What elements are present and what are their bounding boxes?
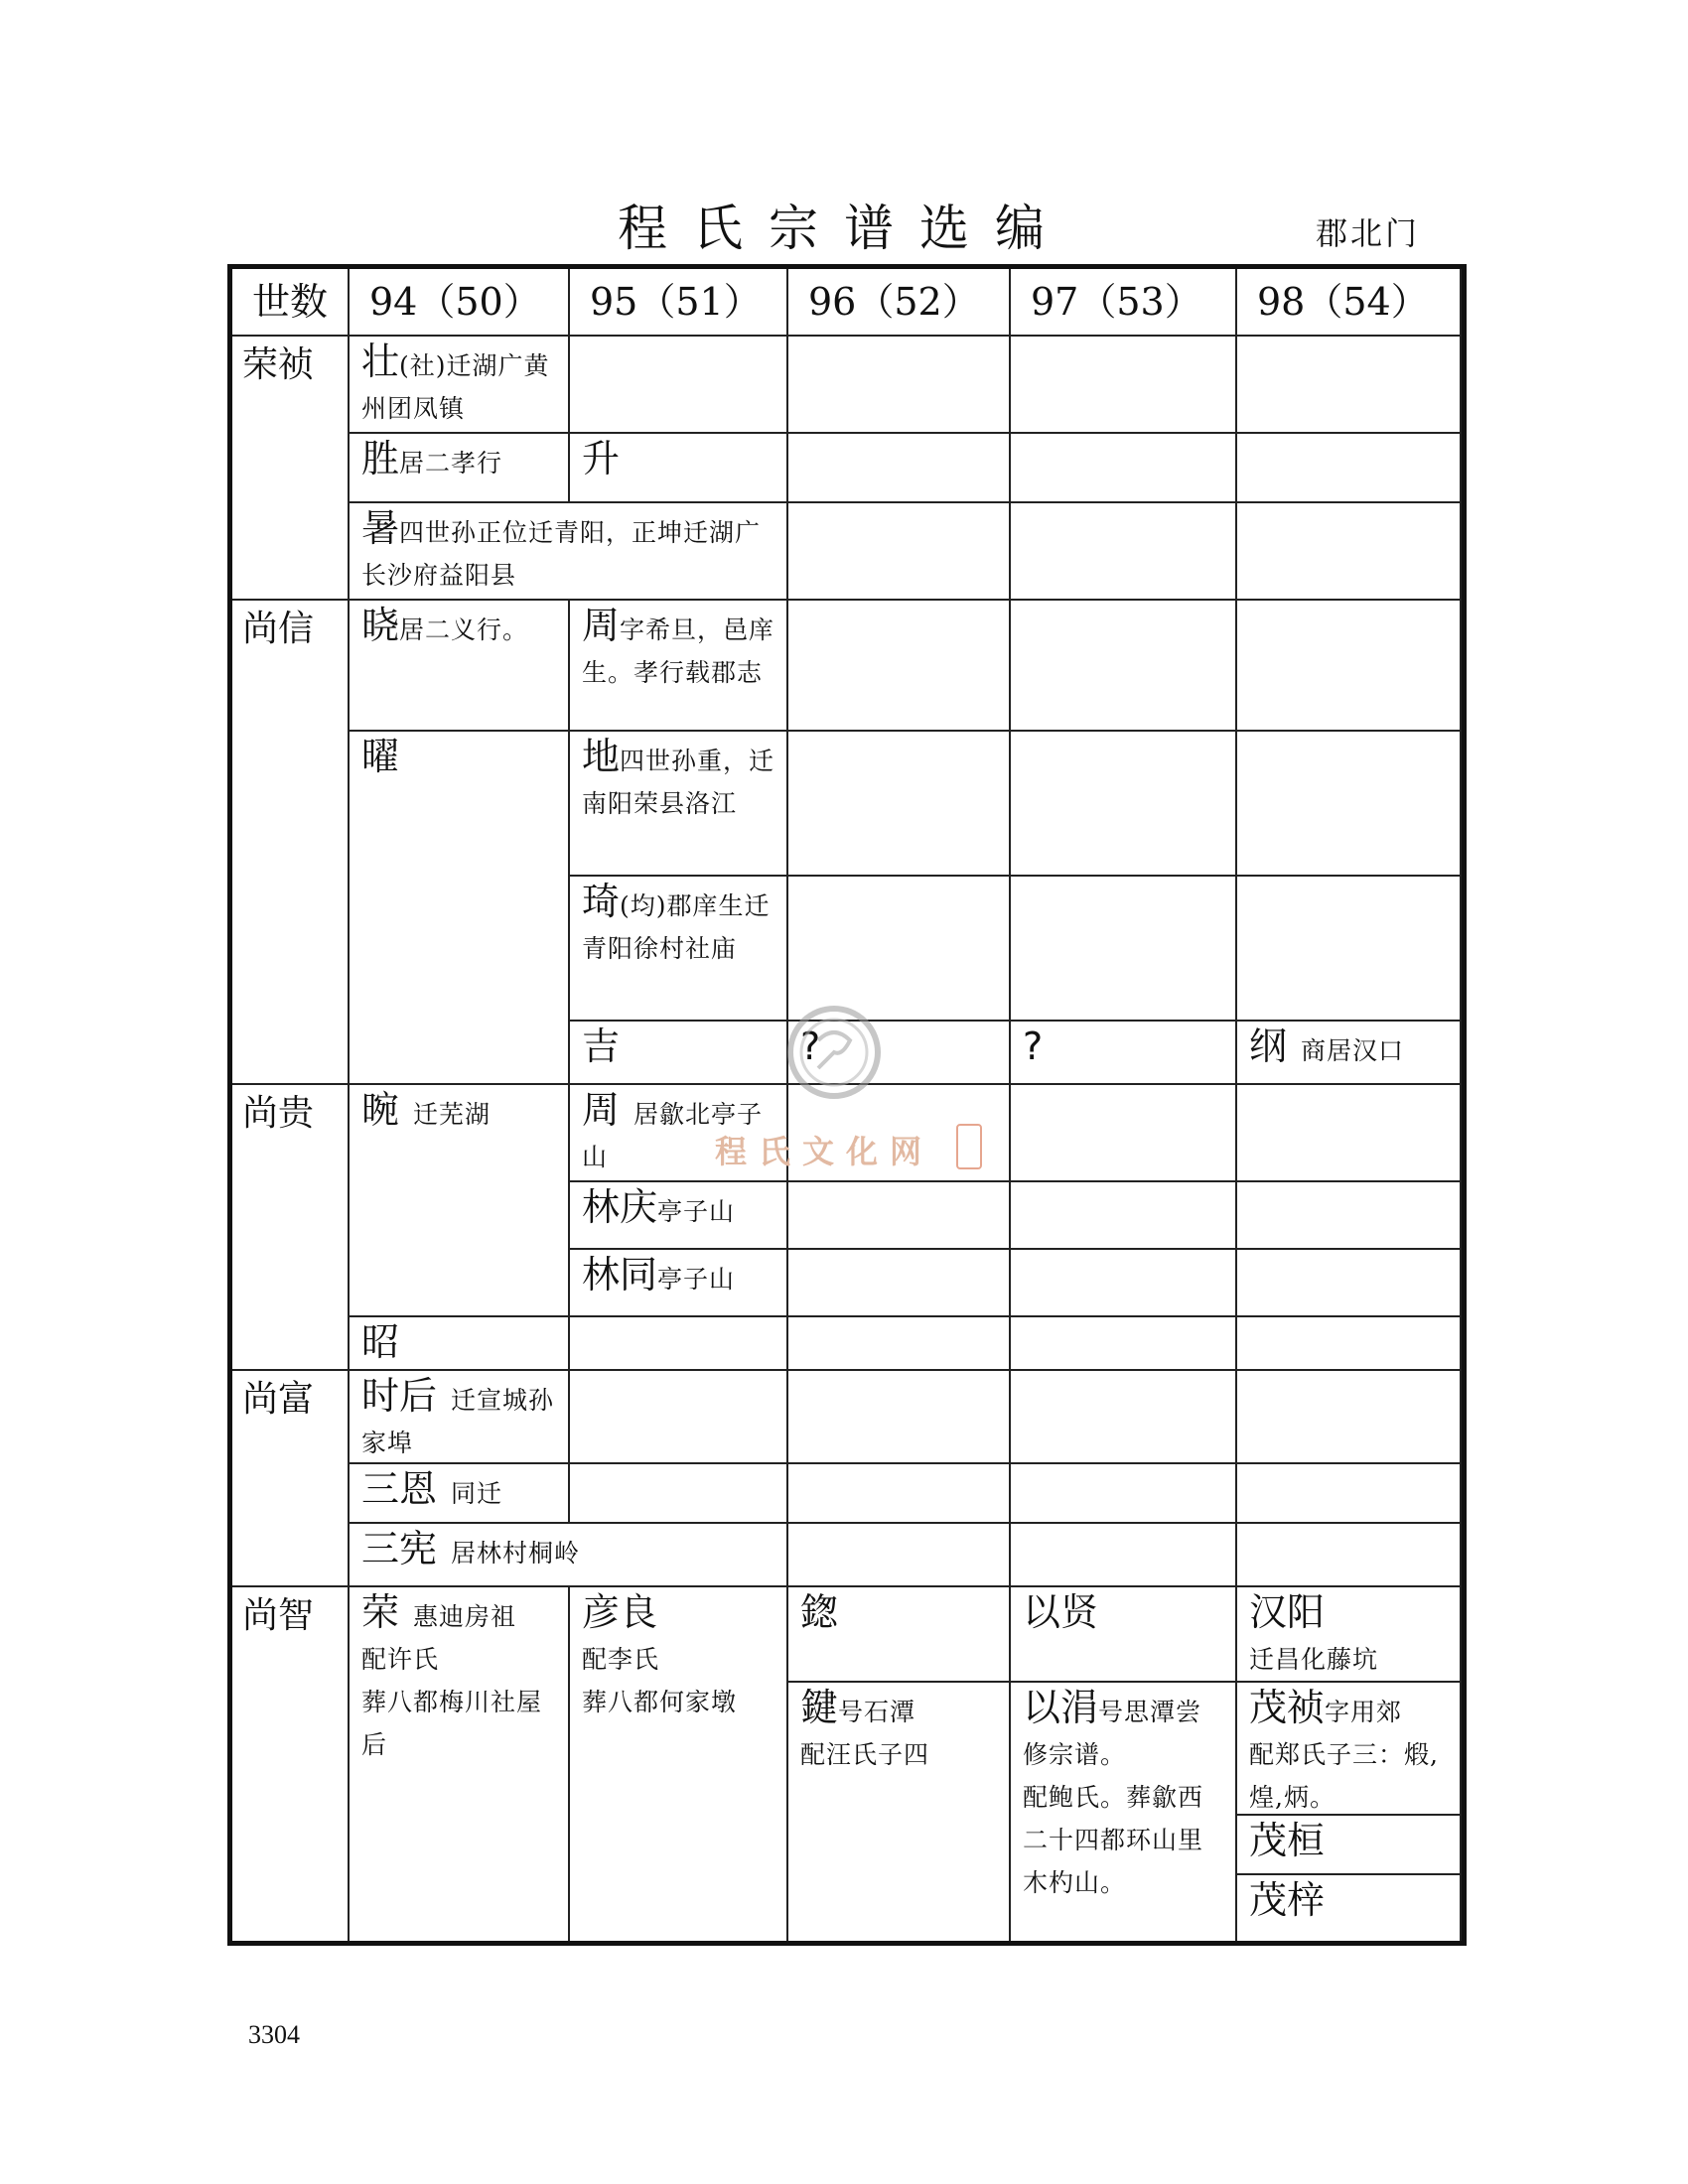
empty-cell	[1237, 434, 1462, 503]
person-name: 汉阳	[1249, 1590, 1326, 1634]
person-name: 以贤	[1023, 1590, 1099, 1634]
person-desc: 居二孝行	[399, 449, 503, 478]
person-name: 荣	[361, 1590, 400, 1634]
person-cell	[570, 434, 788, 503]
header-gen-96: 96（52）	[788, 269, 1011, 337]
empty-cell	[788, 1250, 1011, 1317]
person-cell	[570, 601, 788, 732]
person-name: 暑	[361, 506, 400, 550]
empty-cell	[1011, 503, 1237, 601]
empty-cell	[1011, 877, 1237, 1022]
person-desc: 惠迪房祖	[413, 1602, 517, 1631]
empty-cell	[1011, 601, 1237, 732]
empty-cell	[1237, 1250, 1462, 1317]
person-name: 鍯	[800, 1590, 839, 1634]
empty-cell	[1237, 1182, 1462, 1250]
person-name: 三恩	[361, 1467, 438, 1511]
person-cell	[1011, 1683, 1237, 1941]
empty-cell	[1237, 1371, 1462, 1464]
person-desc: 迁昌化藤坑	[1249, 1645, 1379, 1674]
person-cell	[350, 1587, 570, 1941]
person-cell	[350, 337, 570, 434]
person-name: 地	[582, 735, 621, 778]
person-desc: 商居汉口	[1301, 1036, 1405, 1065]
person-desc: 迁宣城孙家埠	[361, 1386, 555, 1457]
person-desc: 亭子山	[657, 1265, 736, 1294]
person-cell	[350, 601, 570, 732]
person-name: 林庆	[582, 1185, 658, 1229]
person-name: 茂梓	[1249, 1878, 1326, 1922]
person-name: 曜	[361, 735, 400, 778]
person-cell	[350, 1317, 570, 1371]
person-name: 三宪	[361, 1527, 438, 1570]
empty-cell	[1237, 601, 1462, 732]
person-name: 鍵	[800, 1686, 839, 1729]
person-name: 茂祯	[1249, 1686, 1326, 1729]
person-cell	[1237, 1587, 1462, 1683]
empty-cell	[1237, 1317, 1462, 1371]
person-cell	[570, 877, 788, 1022]
person-cell	[788, 1683, 1011, 1941]
person-desc: 字用郊	[1325, 1698, 1403, 1726]
person-name: 纲	[1249, 1024, 1288, 1068]
empty-cell	[1011, 732, 1237, 877]
person-desc: (均)郡庠生迁青阳徐村社庙	[582, 891, 771, 963]
person-cell	[570, 1022, 788, 1085]
person-name: ?	[1023, 1024, 1044, 1068]
empty-cell	[1011, 1250, 1237, 1317]
empty-cell	[1237, 1464, 1462, 1524]
person-name: 周	[582, 604, 621, 647]
person-name: 琦	[582, 880, 621, 923]
person-desc: 号思潭尝修宗谱。	[1023, 1698, 1202, 1769]
group-label: 尚信	[232, 601, 350, 1085]
branch-label: 郡北门	[1316, 214, 1421, 252]
person-desc: 葬八都何家墩	[582, 1688, 738, 1716]
group-label: 尚贵	[232, 1085, 350, 1371]
group-label: 尚富	[232, 1371, 350, 1587]
person-cell	[1011, 1022, 1237, 1085]
person-cell	[570, 1182, 788, 1250]
empty-cell	[1237, 337, 1462, 434]
person-name: 胜	[361, 437, 400, 480]
empty-cell	[570, 1317, 788, 1371]
person-name: 彦良	[582, 1590, 658, 1634]
person-cell	[570, 732, 788, 877]
empty-cell	[570, 337, 788, 434]
empty-cell	[788, 732, 1011, 877]
watermark-stamp	[956, 1124, 982, 1169]
person-desc: 居林村桐岭	[451, 1539, 581, 1568]
empty-cell	[1011, 1317, 1237, 1371]
empty-cell	[788, 1464, 1011, 1524]
group-label: 尚智	[232, 1587, 350, 1941]
empty-cell	[788, 503, 1011, 601]
person-name: 晓	[361, 604, 400, 647]
person-cell	[350, 1464, 570, 1524]
person-name: 时后	[361, 1374, 438, 1418]
person-name: ?	[800, 1024, 821, 1068]
person-cell	[350, 503, 788, 601]
person-name: 吉	[582, 1024, 621, 1068]
header-gen-94: 94（50）	[350, 269, 570, 337]
person-name: 林同	[582, 1253, 658, 1297]
person-cell	[788, 1587, 1011, 1683]
empty-cell	[788, 1524, 1011, 1587]
page-number: 3304	[248, 2020, 300, 2049]
person-desc: (社)迁湖广黄州团凤镇	[361, 351, 550, 423]
person-name: 壮	[361, 340, 400, 383]
person-desc: 居二义行。	[399, 615, 529, 644]
person-cell	[1237, 1875, 1462, 1941]
person-desc: 配汪氏子四	[800, 1740, 930, 1769]
person-name: 茂桓	[1249, 1819, 1326, 1862]
person-desc: 同迁	[451, 1479, 503, 1508]
group-label: 荣祯	[232, 337, 350, 601]
person-desc: 亭子山	[657, 1197, 736, 1226]
empty-cell	[1011, 1182, 1237, 1250]
page-title: 程氏宗谱选编	[618, 200, 1070, 257]
person-cell	[350, 732, 570, 1085]
empty-cell	[788, 601, 1011, 732]
genealogy-table	[227, 264, 1467, 1946]
header-gen-97: 97（53）	[1011, 269, 1237, 337]
empty-cell	[788, 337, 1011, 434]
empty-cell	[570, 1464, 788, 1524]
watermark-seal-icon	[784, 1003, 884, 1102]
person-desc: 四世孙重，迁南阳荣县洛江	[582, 747, 775, 818]
person-cell	[350, 1524, 788, 1587]
empty-cell	[788, 1317, 1011, 1371]
empty-cell	[1011, 1524, 1237, 1587]
person-desc: 葬八都梅川社屋后	[361, 1688, 543, 1759]
person-cell	[570, 1587, 788, 1941]
person-name: 昭	[361, 1320, 400, 1364]
person-name: 晼	[361, 1088, 400, 1132]
person-cell	[1237, 1816, 1462, 1875]
empty-cell	[1237, 503, 1462, 601]
empty-cell	[788, 1182, 1011, 1250]
empty-cell	[788, 434, 1011, 503]
person-desc: 迁芜湖	[413, 1100, 492, 1129]
person-desc: 居歙北亭子山	[582, 1100, 764, 1171]
person-cell	[570, 1250, 788, 1317]
empty-cell	[1011, 1464, 1237, 1524]
person-name: 升	[582, 437, 621, 480]
empty-cell	[788, 1371, 1011, 1464]
empty-cell	[788, 877, 1011, 1022]
person-name: 以涓	[1023, 1686, 1099, 1729]
person-desc: 四世孙正位迁青阳，正坤迁湖广长沙府益阳县	[361, 518, 762, 590]
empty-cell	[1237, 1085, 1462, 1182]
person-desc: 配郑氏子三：煅,煌,炳。	[1249, 1740, 1439, 1812]
empty-cell	[1237, 877, 1462, 1022]
header-generation: 世数	[232, 269, 350, 337]
empty-cell	[570, 1371, 788, 1464]
empty-cell	[1237, 732, 1462, 877]
person-cell	[350, 434, 570, 503]
person-desc: 字希旦，邑庠生。孝行载郡志	[582, 615, 775, 687]
empty-cell	[1011, 337, 1237, 434]
header-gen-95: 95（51）	[570, 269, 788, 337]
person-desc: 号石潭	[838, 1698, 916, 1726]
person-name: 周	[582, 1088, 621, 1132]
person-desc: 配李氏	[582, 1645, 660, 1674]
watermark-text: 程氏文化网	[715, 1133, 934, 1170]
empty-cell	[1011, 1085, 1237, 1182]
person-cell	[1237, 1022, 1462, 1085]
person-cell	[350, 1085, 570, 1317]
person-cell	[1011, 1587, 1237, 1683]
header-gen-98: 98（54）	[1237, 269, 1462, 337]
empty-cell	[1011, 434, 1237, 503]
person-desc: 配许氏	[361, 1645, 440, 1674]
person-cell	[350, 1371, 570, 1464]
person-cell	[1237, 1683, 1462, 1816]
empty-cell	[1011, 1371, 1237, 1464]
empty-cell	[1237, 1524, 1462, 1587]
person-desc: 配鲍氏。葬歙西二十四都环山里木杓山。	[1023, 1783, 1204, 1897]
